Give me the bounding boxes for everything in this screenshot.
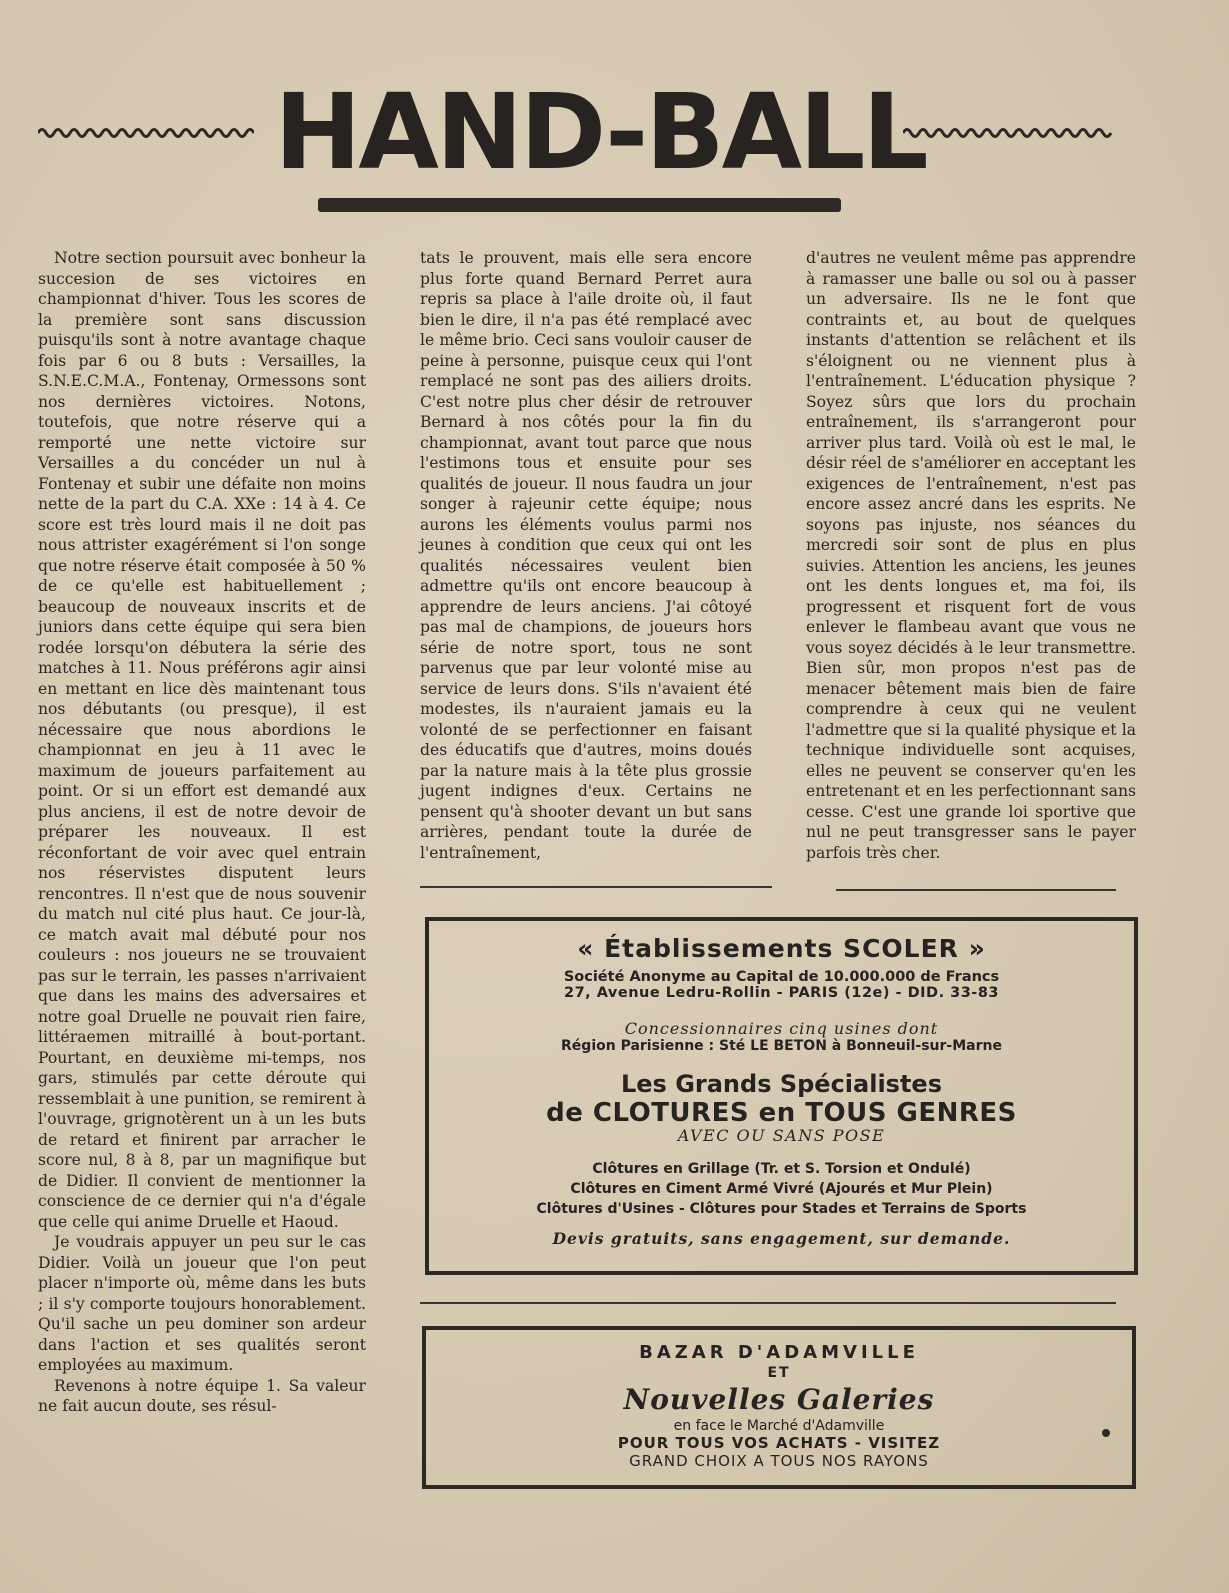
scoler-concession: Concessionnaires cinq usines dont [624,1019,939,1038]
paragraph: Notre section poursuit avec bonheur la succesion de ses victoires en championnat d'hiver. Tous les scores de la première sont sans discussion puisqu'ils sont à notre avantage chaque fois par 6 ou 8 buts : Versailles, la S.N.E.C.M.A., Fontenay, Ormessons sont nos dernières victoires. Notons, toutefois, que notre réserve qui a remporté une nette victoire sur Versailles a du concéder un nul à Fontenay et subir une défaite non moins nette de la part du C.A. XXe : 14 à 4. Ce score est très lourd mais il ne doit pas nous attrister exagérément si l'on songe que notre réserve était composée à 50 % de ce qu'elle est habituellement ; beaucoup de nouveaux inscrits et de juniors dans cette équipe qui sera bien rodée lorsqu'on débutera la série des matches à 11. Nous préférons agir ainsi en mettant en lice dès maintenant tous nos débutants (ou presque), il est nécessaire que nous abordions le championnat en jeu à 11 avec le maximum de joueurs parfaitement au point. Or si un effort est demandé aux plus anciens, il est de notre devoir de préparer les nouveaux. Il est réconfortant de voir avec quel entrain nos réservistes disputent leurs rencontres. Il n'est que de nous souvenir du match nul cité plus haut. Ce jour-là, ce match avait mal débuté pour nos couleurs : nos joueurs ne se trouvaient pas sur le terrain, les passes n'arrivaient que dans les mains des adversaires et notre goal Druelle ne pouvait rien faire, littéraemen mitraillé à bout-portant. Pourtant, en deuxième mi-temps, nos gars, stimulés par cette déroute qui ressemblait à une punition, se remirent à l'ouvrage, grignotèrent un à un les buts de retard et finirent par arracher le score nul, 8 à 8, par un magnifique but de Didier. Il convient de mentionner la conscience de ce dernier qui n'a d'égale que celle qui anime Druelle et Haoud. [38,249,366,1231]
page-title: HAND-BALL [274,71,926,193]
column-2-end-rule [420,886,772,888]
left-wavy-ornament [38,126,254,140]
paragraph: Je voudrais appuyer un peu sur le cas Didier. Voilà un joueur que l'on peut placer n'importe où, même dans les buts ; il s'y comporte toujours honorablement. Qu'il sache un peu dominer son ardeur dans l'action et ses qualités seront employées au maximum. [38,1233,366,1374]
paragraph: Revenons à notre équipe 1. Sa valeur ne fait aucun doute, ses résul- [38,1376,366,1415]
scoler-name: « Établissements SCOLER » [577,934,986,963]
bazar-advertisement [422,1326,1136,1489]
scoler-headline-1: Les Grands Spécialistes [620,1070,942,1098]
bazar-location: en face le Marché d'Adamville [673,1418,885,1434]
ad-separator-rule [420,1302,1116,1304]
article-column-3 [806,248,1136,863]
column-3-end-rule [836,889,1116,891]
scoler-pose: AVEC OU SANS POSE [677,1126,886,1145]
ink-dot [1102,1429,1110,1437]
bazar-et: ET [767,1365,791,1381]
bazar-name: BAZAR D'ADAMVILLE [639,1342,919,1363]
scoler-devis: Devis gratuits, sans engagement, sur demande. [552,1229,1011,1248]
article-column-2 [420,248,752,863]
scoler-advertisement [425,917,1138,1275]
paragraph: tats le prouvent, mais elle sera encore plus forte quand Bernard Perret aura repris sa place à l'aile droite où, il faut bien le dire, il n'a pas été remplacé avec le même brio. Ceci sans vouloir causer de peine à personne, puisque ceux qui l'ont remplacé ne sont pas des ailiers droits. C'est notre plus cher désir de retrouver Bernard à nos côtés pour la fin du championnat, avant tout parce que nous l'estimons tous et ensuite pour ses qualités de joueur. Il nous faudra un jour songer à rajeunir cette équipe; nous aurons les éléments voulus parmi nos jeunes à condition que ceux qui ont les qualités nécessaires veulent bien admettre qu'ils ont encore beaucoup à apprendre de leurs anciens. J'ai côtoyé pas mal de champions, de joueurs hors série de notre sport, tous ne sont parvenus que par leur volonté mise au service de leurs dons. S'ils n'avaient été modestes, ils n'auraient jamais eu la volonté de se perfectionner en faisant des éducatifs que d'autres, moins doués par la nature mais à la tête plus grossie jugent indignes d'eux. Certains ne pensent qu'à shooter devant un but sans arrières, pendant toute la durée de l'entraînement, [420,249,752,862]
scoler-region: Région Parisienne : Sté LE BETON à Bonneuil-sur-Marne [561,1038,1002,1054]
scoler-item: Clôtures en Grillage (Tr. et S. Torsion et Ondulé) [592,1161,971,1177]
bazar-choice: GRAND CHOIX A TOUS NOS RAYONS [629,1452,929,1470]
bazar-galeries: Nouvelles Galeries [623,1383,935,1416]
article-column-1 [38,248,366,1417]
scoler-capital: Société Anonyme au Capital de 10.000.000 de Francs [563,969,1000,985]
paragraph: d'autres ne veulent même pas apprendre à ramasser une balle ou sol ou à passer un adversaire. Ils ne le font que contraints et, au bout de quelques instants d'attention se relâchent et ils s'éloignent ou ne viennent plus à l'entraînement. L'éducation physique ? Soyez sûrs que lors du prochain entraînement, ils s'arrangeront pour arriver plus tard. Voilà où est le mal, le désir réel de s'améliorer en acceptant les exigences de l'entraînement, n'est pas encore assez ancré dans les esprits. Ne soyons pas injuste, nos séances du mercredi soir sont de plus en plus suivies. Attention les anciens, les jeunes ont les dents longues et, ma foi, ils progressent et risquent fort de vous enlever le flambeau avant que vous ne vous soyez décidés à le leur transmettre. Bien sûr, mon propos n'est pas de menacer bêtement mais bien de faire comprendre à ceux qui ne veulent l'admettre que si la qualité physique et la technique individuelle sont acquises, elles ne peuvent se conserver qu'en les entretenant et en les perfectionnant sans cesse. C'est une grande loi sportive que nul ne peut transgresser sans le payer parfois très cher. [806,249,1136,862]
bazar-slogan: POUR TOUS VOS ACHATS - VISITEZ [617,1434,941,1452]
scoler-headline-2: de CLOTURES en TOUS GENRES [546,1098,1017,1128]
scoler-address: 27, Avenue Ledru-Rollin - PARIS (12e) - DID. 33-83 [563,985,1000,1001]
scoler-item: Clôtures d'Usines - Clôtures pour Stades et Terrains de Sports [536,1201,1027,1217]
scoler-item: Clôtures en Ciment Armé Vivré (Ajourés et Mur Plein) [570,1181,993,1197]
title-underline-bar [318,198,841,212]
